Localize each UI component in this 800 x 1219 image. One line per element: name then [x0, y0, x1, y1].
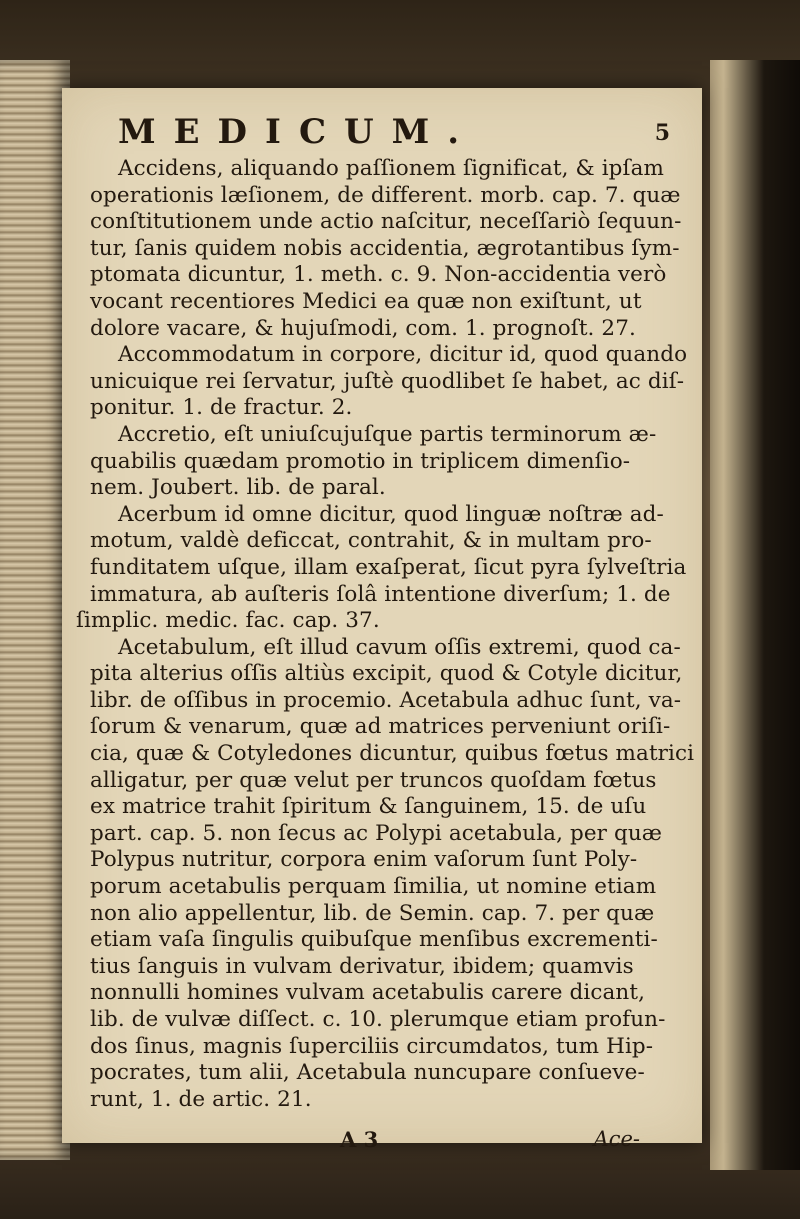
text-line: porum acetabulis perquam ſimilia, ut nomine etiam [90, 874, 657, 900]
text-line: pocrates, tum alii, Acetabula nuncupare conſueve- [90, 1060, 645, 1086]
page-footer [90, 1127, 670, 1161]
text-line: part. cap. 5. non ſecus ac Polypi acetabula, per quæ [90, 820, 663, 846]
text-line: ſimplic. medic. fac. cap. 37. [76, 608, 380, 634]
body-text [76, 156, 695, 1113]
text-line: dolore vacare, & hujuſmodi, com. 1. prognoſt. 27. [90, 315, 636, 341]
running-head: MEDICUM. [118, 112, 478, 152]
page-number: 5 [654, 120, 670, 146]
text-line: nonnulli homines vulvam acetabulis carere dicant, [90, 980, 646, 1006]
text-line: cia, quæ & Cotyledones dicuntur, quibus fœtus matrici [90, 741, 695, 767]
catchword: Ace- [593, 1127, 640, 1152]
text-line: non alio appellentur, lib. de Semin. cap. 7. per quæ [90, 900, 655, 926]
text-line: nem. Joubert. lib. de paral. [90, 475, 386, 501]
text-line: Acetabulum, eſt illud cavum oſſis extremi, quod ca- [118, 634, 681, 660]
signature-mark: A 3 [340, 1127, 379, 1153]
text-line: unicuique rei ſervatur, juſtè quodlibet ſe habet, ac diſ- [90, 368, 685, 394]
text-line: ptomata dicuntur, 1. meth. c. 9. Non-accidentia verò [90, 262, 667, 288]
text-line: immatura, ab auſteris ſolâ intentione diverſum; 1. de [90, 581, 671, 607]
text-line: Accidens, aliquando paſſionem ſignificat, & ipſam [118, 156, 665, 181]
text-line: pita alterius oſſis altiùs excipit, quod & Cotyle dicitur, [90, 661, 683, 687]
text-line: lib. de vulvæ diſſect. c. 10. plerumque etiam profun- [90, 1007, 666, 1032]
text-line: Polypus nutritur, corpora enim vaſorum ſunt Poly- [90, 847, 638, 873]
text-line: ponitur. 1. de fractur. 2. [90, 395, 353, 421]
text-line: Accretio, eſt uniuſcujuſque partis terminorum æ- [118, 421, 657, 447]
text-line: libr. de oſſibus in procemio. Acetabula adhuc ſunt, va- [90, 687, 682, 713]
text-line: ex matrice trahit ſpiritum & ſanguinem, 15. de uſu [90, 794, 647, 820]
text-line: tius ſanguis in vulvam derivatur, ibidem; quamvis [90, 953, 634, 979]
text-line: tur, ſanis quidem nobis accidentia, ægrotantibus ſym- [90, 235, 680, 261]
page-text [76, 112, 695, 1161]
text-line: conſtitutionem unde actio naſcitur, neceſſariò ſequun- [90, 209, 682, 235]
page-header [118, 112, 670, 156]
text-line: Acerbum id omne dicitur, quod linguæ noſtræ ad- [118, 501, 664, 527]
text-line: dos ſinus, magnis ſuperciliis circumdatos, tum Hip- [90, 1033, 654, 1059]
text-line: funditatem uſque, illam exaſperat, ſicut pyra ſylveſtria [90, 554, 687, 580]
text-line: ſorum & venarum, quæ ad matrices perveniunt oriſi- [90, 714, 671, 740]
text-line: runt, 1. de artic. 21. [90, 1086, 312, 1112]
text-line: Accommodatum in corpore, dicitur id, quod quando [118, 342, 688, 368]
text-line: vocant recentiores Medici ea quæ non exiſtunt, ut [90, 288, 642, 314]
text-line: alligatur, per quæ velut per truncos quoſdam fœtus [90, 767, 657, 793]
book-spine-shadow-right [710, 60, 800, 1170]
text-line: quabilis quædam promotio in triplicem dimenſio- [90, 448, 631, 474]
text-line: operationis læſionem, de different. morb. cap. 7. quæ [90, 182, 681, 208]
text-line: etiam vaſa ſingulis quibuſque menſibus excrementi- [90, 927, 658, 953]
text-line: motum, valdè deficcat, contrahit, & in multam pro- [90, 528, 652, 554]
book-page-edges-left [0, 60, 70, 1160]
